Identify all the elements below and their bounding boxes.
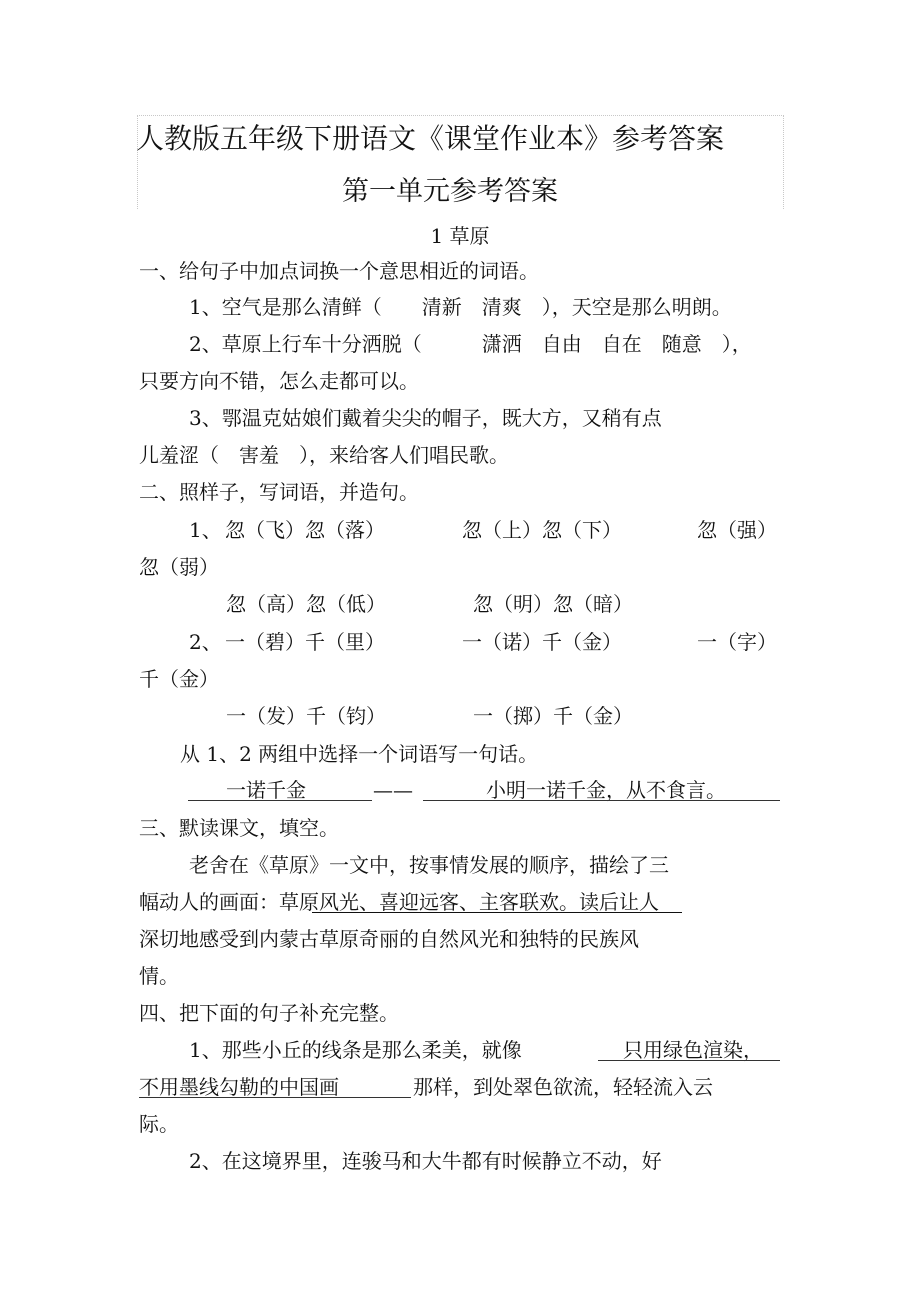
underlined-answer: 原风光、喜迎远客、主客联欢。读后让 (299, 890, 639, 914)
group-1-word: 忽（强） (697, 518, 777, 542)
group-1-word: 忽（高）忽（低） (226, 592, 386, 616)
section-4-item-2: 2、在这境界里，连骏马和大牛都有时候静立不动，好 (189, 1149, 662, 1173)
lesson-title: 1 草原 (430, 224, 490, 248)
section-3-heading: 三、默读课文，填空。 (139, 816, 339, 840)
group-2-prefix: 2、 (189, 630, 222, 654)
section-4-item-1-end: 际。 (139, 1112, 179, 1136)
answer-sentence: 小明一诺千金，从不食言。 (486, 778, 726, 802)
section-1-item-1: 1、空气是那么清鲜（ 清新 清爽 ），天空是那么明朗。 (189, 295, 732, 319)
group-1-word: 忽（上）忽（下） (462, 518, 622, 542)
answer-dash: —— (373, 778, 413, 802)
section-1-item-2: 2、草原上行车十分洒脱（ 潇洒 自由 自在 随意 ）， (189, 332, 752, 356)
answer-word-underline (188, 800, 372, 801)
group-1-word-wrap: 忽（弱） (139, 555, 219, 579)
section-1-item-3-cont: 儿羞涩（ 害羞 ），来给客人们唱民歌。 (139, 443, 509, 467)
group-1-prefix: 1、 (189, 518, 222, 542)
blank-1-underline (598, 1060, 780, 1061)
group-2-word: 一（碧）千（里） (225, 630, 385, 654)
section-4-blank-2: 不用墨线勾勒的中国画 (139, 1075, 339, 1099)
section-3-para-line-4: 情。 (139, 964, 179, 988)
answer-word: 一诺千金 (226, 778, 306, 802)
section-2-instruction: 从 1、2 两组中选择一个词语写一句话。 (180, 742, 539, 766)
section-4-item-1-cont: 那样，到处翠色欲流，轻轻流入云 (413, 1075, 713, 1099)
group-2-word-wrap: 千（金） (139, 667, 219, 691)
section-4-blank-1: 只用绿色渲染， (623, 1038, 763, 1062)
text-run: 幅动人的画面：草 (139, 890, 299, 914)
section-3-para-line-1: 老舍在《草原》一文中，按事情发展的顺序，描绘了三 (189, 853, 669, 877)
text-run: 人 (639, 890, 659, 914)
section-3-para-line-3: 深切地感受到内蒙古草原奇丽的自然风光和独特的民族风 (139, 927, 639, 951)
section-4-heading: 四、把下面的句子补充完整。 (139, 1001, 399, 1025)
section-1-item-2-cont: 只要方向不错，怎么走都可以。 (139, 369, 419, 393)
unit-title: 第一单元参考答案 (342, 176, 558, 207)
blank-2-underline (139, 1097, 411, 1098)
document-title: 人教版五年级下册语文《课堂作业本》参考答案 (135, 122, 724, 155)
group-1-word: 忽（飞）忽（落） (225, 518, 385, 542)
answer-sentence-underline (423, 800, 780, 801)
group-2-word: 一（诺）千（金） (462, 630, 622, 654)
section-1-heading: 一、给句子中加点词换一个意思相近的词语。 (139, 259, 539, 283)
group-2-word: 一（发）千（钧） (226, 704, 386, 728)
answer-underline (312, 912, 682, 913)
section-1-item-3: 3、鄂温克姑娘们戴着尖尖的帽子，既大方，又稍有点 (189, 406, 662, 430)
group-2-word: 一（字） (697, 630, 777, 654)
group-1-word: 忽（明）忽（暗） (473, 592, 633, 616)
section-4-item-1: 1、那些小丘的线条是那么柔美，就像 (189, 1038, 522, 1062)
section-2-heading: 二、照样子，写词语，并造句。 (139, 480, 419, 504)
group-2-word: 一（掷）千（金） (473, 704, 633, 728)
section-3-para-line-2 (139, 890, 659, 914)
